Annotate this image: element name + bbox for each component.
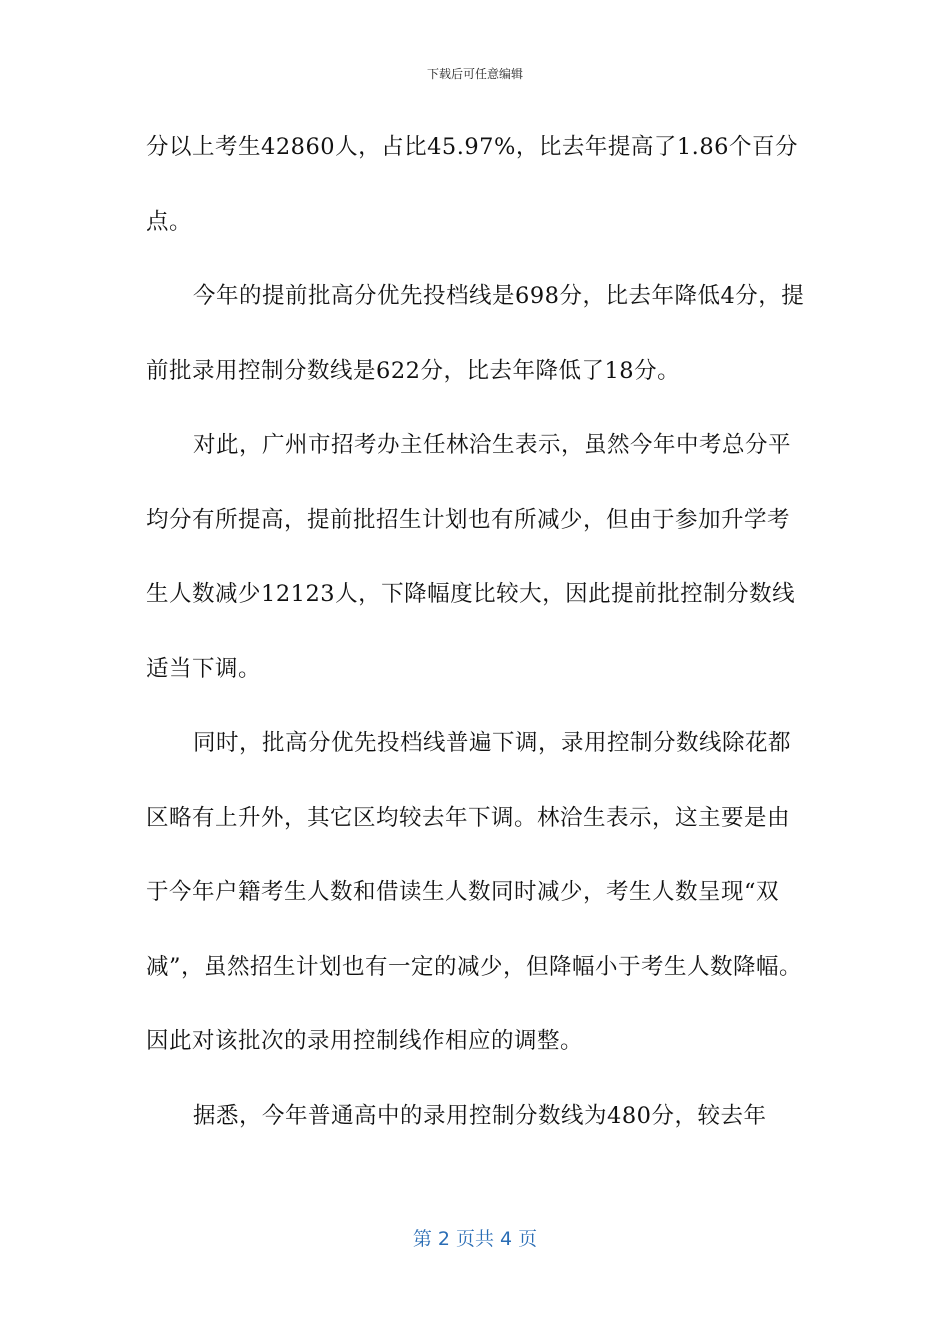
page-header: 下载后可任意编辑 xyxy=(426,67,523,81)
page-number-footer: 第 2 页共 4 页 xyxy=(412,1228,538,1250)
paragraph-4: 同时，批高分优先投档线普遍下调，录用控制分数线除花都区略有上升外，其它区均较去年下调。林洽生表示，这主要是由于今年户籍考生人数和借读生人数同时减少，考生人数呈现“双减”，虽然招生计划也有一定的减少，但降幅小于考生人数降幅。因此对该批次的录用控制线作相应的调整。 xyxy=(146,730,803,1054)
document-body xyxy=(146,110,806,1153)
paragraph-3: 对此，广州市招考办主任林洽生表示，虽然今年中考总分平均分有所提高，提前批招生计划也有所减少，但由于参加升学考生人数减少12123人，下降幅度比较大，因此提前批控制分数线适当下调。 xyxy=(146,432,796,682)
paragraph-2: 今年的提前批高分优先投档线是698分，比去年降低4分，提前批录用控制分数线是622分，比去年降低了18分。 xyxy=(146,283,805,384)
paragraph-1: 分以上考生42860人，占比45.97%，比去年提高了1.86个百分点。 xyxy=(146,134,798,235)
paragraph-5: 据悉，今年普通高中的录用控制分数线为480分，较去年 xyxy=(193,1102,767,1129)
